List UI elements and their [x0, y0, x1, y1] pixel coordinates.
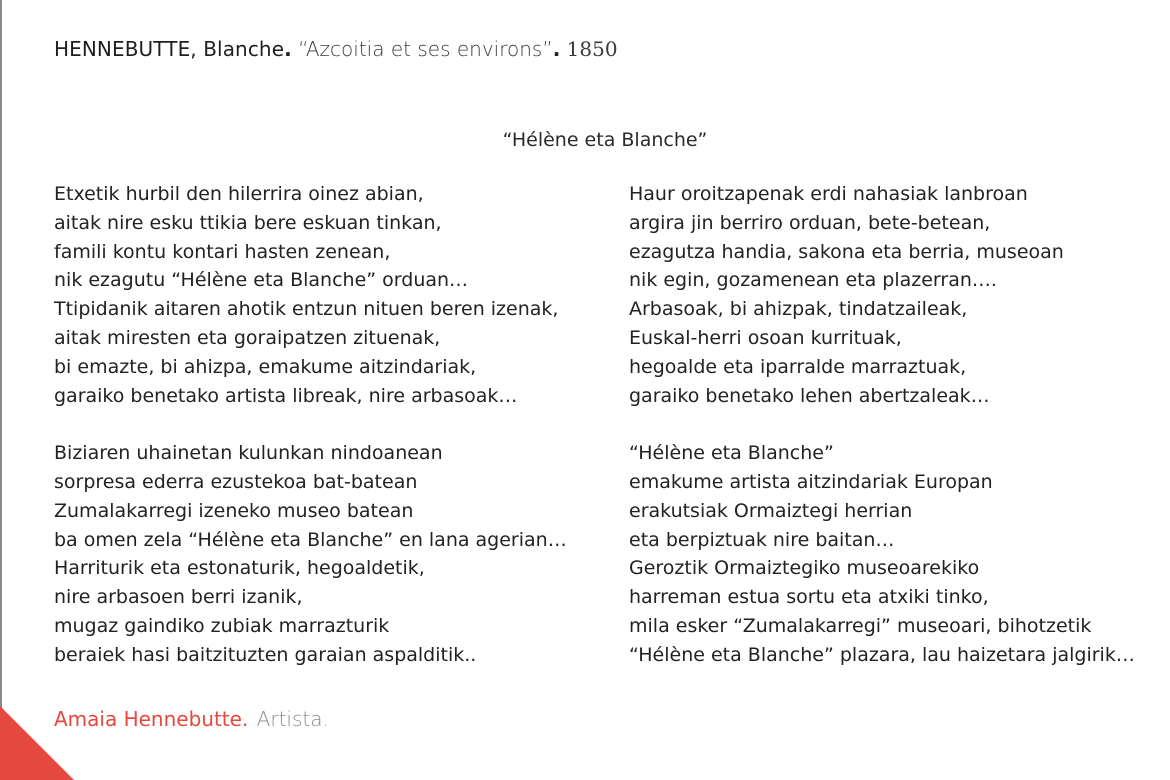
poem-line: “Hélène eta Blanche” plazara, lau haizetara jalgirik… [629, 643, 1135, 666]
artwork-caption [54, 34, 618, 64]
left-border-rule [0, 0, 2, 780]
poem-title: “Hélène eta Blanche” [502, 129, 708, 151]
signature-role: Artista. [256, 707, 329, 731]
stanza-right-1 [629, 180, 1170, 410]
poem-line: Harriturik eta estonaturik, hegoaldetik, [54, 557, 425, 580]
poem-line: mugaz gaindiko zubiak marrazturik [54, 614, 390, 637]
poem-line: hegoalde eta iparralde marraztuak, [629, 355, 967, 378]
poem-line: bi emazte, bi ahizpa, emakume aitzindariak, [54, 355, 477, 378]
poem-line: harreman estua sortu eta atxiki tinko, [629, 586, 989, 609]
poem-line: Zumalakarregi izeneko museo batean [54, 499, 414, 522]
poem-line: Haur oroitzapenak erdi nahasiak lanbroan [629, 183, 1028, 205]
poem-right-column [629, 180, 1170, 698]
poem-line: Biziaren uhainetan kulunkan nindoanean [54, 442, 443, 465]
poem-line: sorpresa ederra ezustekoa bat-batean [54, 470, 418, 493]
poem-line: “Hélène eta Blanche” [629, 442, 834, 465]
poem-line: Etxetik hurbil den hilerrira oinez abian, [54, 183, 424, 205]
poem-line: nik egin, gozamenean eta plazerran…. [629, 269, 997, 292]
poem-line: Geroztik Ormaiztegiko museoarekiko [629, 557, 980, 580]
caption-year: 1850 [560, 37, 618, 61]
caption-work-title: “Azcoitia et ses environs” [291, 37, 553, 61]
poem-line: ba omen zela “Hélène eta Blanche” en lana agerian… [54, 528, 567, 551]
caption-separator: . [284, 37, 292, 61]
poem-line: garaiko benetako artista libreak, nire arbasoak… [54, 384, 518, 407]
stanza-left-2 [54, 439, 614, 669]
poem-line: erakutsiak Ormaiztegi herrian [629, 499, 913, 522]
poem-line: Ttipidanik aitaren ahotik entzun nituen beren izenak, [54, 298, 559, 321]
poem-line: Euskal-herri osoan kurrituak, [629, 326, 902, 349]
poem-line: beraiek hasi baitzituzten garaian aspalditik.. [54, 643, 477, 666]
stanza-left-1 [54, 180, 614, 410]
caption-separator-2: . [552, 37, 561, 61]
poem-line: argira jin berriro orduan, bete-betean, [629, 211, 991, 234]
poem-line: eta berpiztuak nire baitan… [629, 528, 895, 551]
poem-line: nire arbasoen berri izanik, [54, 586, 303, 609]
poem-line: nik ezagutu “Hélène eta Blanche” orduan… [54, 269, 469, 292]
poem-line: Arbasoak, bi ahizpak, tindatzaileak, [629, 298, 968, 321]
poem-line: aitak nire esku ttikia bere eskuan tinkan, [54, 211, 442, 234]
poem-line: emakume artista aitzindariak Europan [629, 470, 993, 493]
poem-line: famili kontu kontari hasten zenean, [54, 240, 391, 263]
poem-left-column [54, 180, 614, 698]
poem-line: aitak miresten eta goraipatzen zituenak, [54, 326, 441, 349]
signature-name: Amaia Hennebutte. [54, 707, 249, 731]
stanza-right-2 [629, 439, 1170, 669]
poem-line: ezagutza handia, sakona eta berria, museoan [629, 240, 1064, 263]
caption-author: HENNEBUTTE, Blanche [54, 37, 285, 61]
poem-line: garaiko benetako lehen abertzaleak… [629, 384, 990, 407]
poem-signature [54, 704, 329, 734]
poem-line: mila esker “Zumalakarregi” museoari, bihotzetik [629, 614, 1092, 637]
